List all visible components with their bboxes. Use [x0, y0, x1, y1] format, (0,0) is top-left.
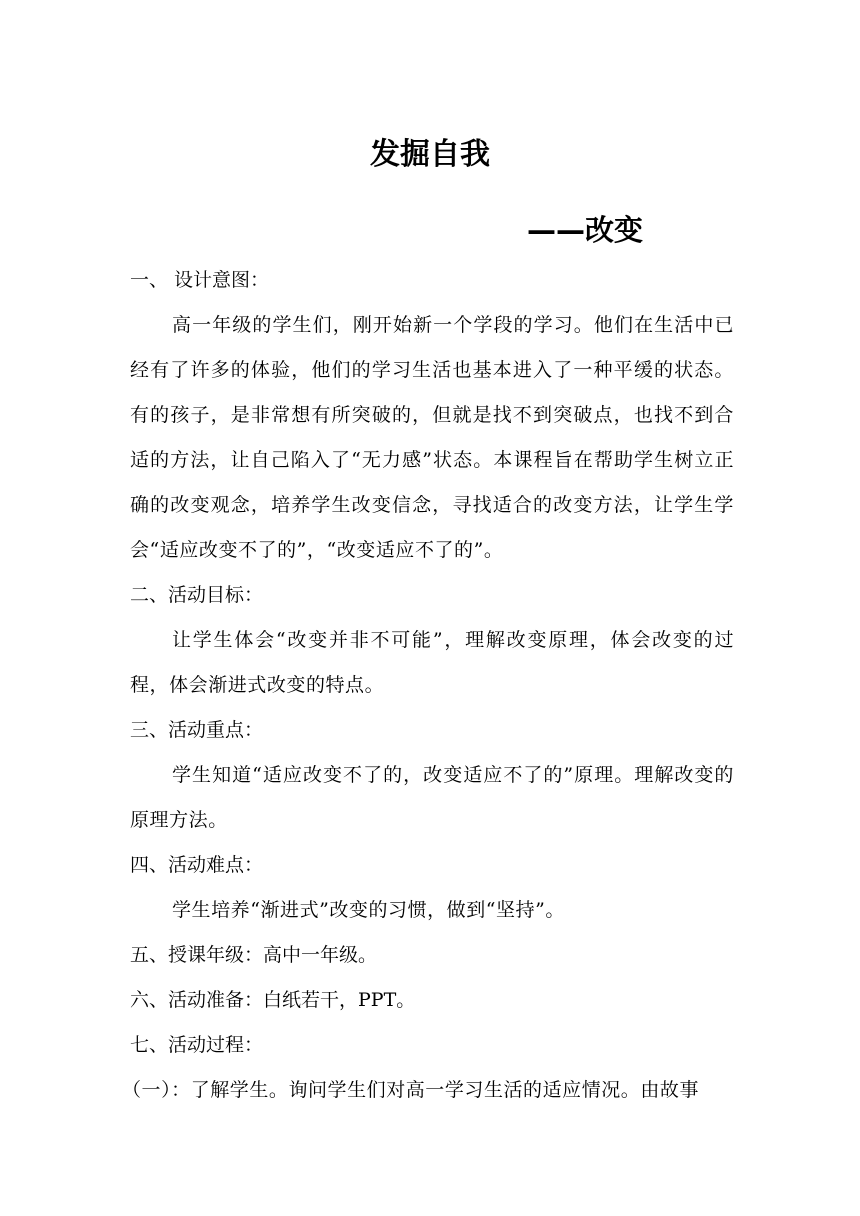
process-step-1: （一）：了解学生。询问学生们对高一学习生活的适应情况。由故事	[122, 1079, 700, 1101]
section-heading-preparation: 六、活动准备：白纸若干，PPT。	[130, 989, 416, 1011]
document-subtitle: ——改变	[527, 213, 644, 247]
section-heading-objectives: 二、活动目标：	[130, 584, 264, 606]
section-body-difficulties: 学生培养“渐进式”改变的习惯，做到“坚持”。	[172, 899, 565, 921]
section-body-key-points: 学生知道“适应改变不了的，改变适应不了的”原理。理解改变的原理方法。	[130, 764, 734, 831]
section-heading-design-intent: 一、 设计意图：	[130, 269, 270, 291]
section-heading-grade: 五、授课年级：高中一年级。	[130, 944, 378, 966]
document-body	[122, 258, 734, 1113]
section-heading-key-points: 三、活动重点：	[130, 719, 264, 741]
section-heading-difficulties: 四、活动难点：	[130, 854, 264, 876]
section-body-objectives: 让学生体会“改变并非不可能”，理解改变原理，体会改变的过程，体会渐进式改变的特点。	[130, 629, 734, 696]
document-title: 发掘自我	[370, 137, 490, 172]
section-heading-process: 七、活动过程：	[130, 1034, 264, 1056]
section-body-design-intent: 高一年级的学生们，刚开始新一个学段的学习。他们在生活中已经有了许多的体验，他们的学习生活也基本进入了一种平缓的状态。有的孩子，是非常想有所突破的，但就是找不到突破点，也找不到合适的方法，让自己陷入了“无力感”状态。本课程旨在帮助学生树立正确的改变观念，培养学生改变信念，寻找适合的改变方法，让学生学会“适应改变不了的”，“改变适应不了的”。	[130, 314, 734, 561]
